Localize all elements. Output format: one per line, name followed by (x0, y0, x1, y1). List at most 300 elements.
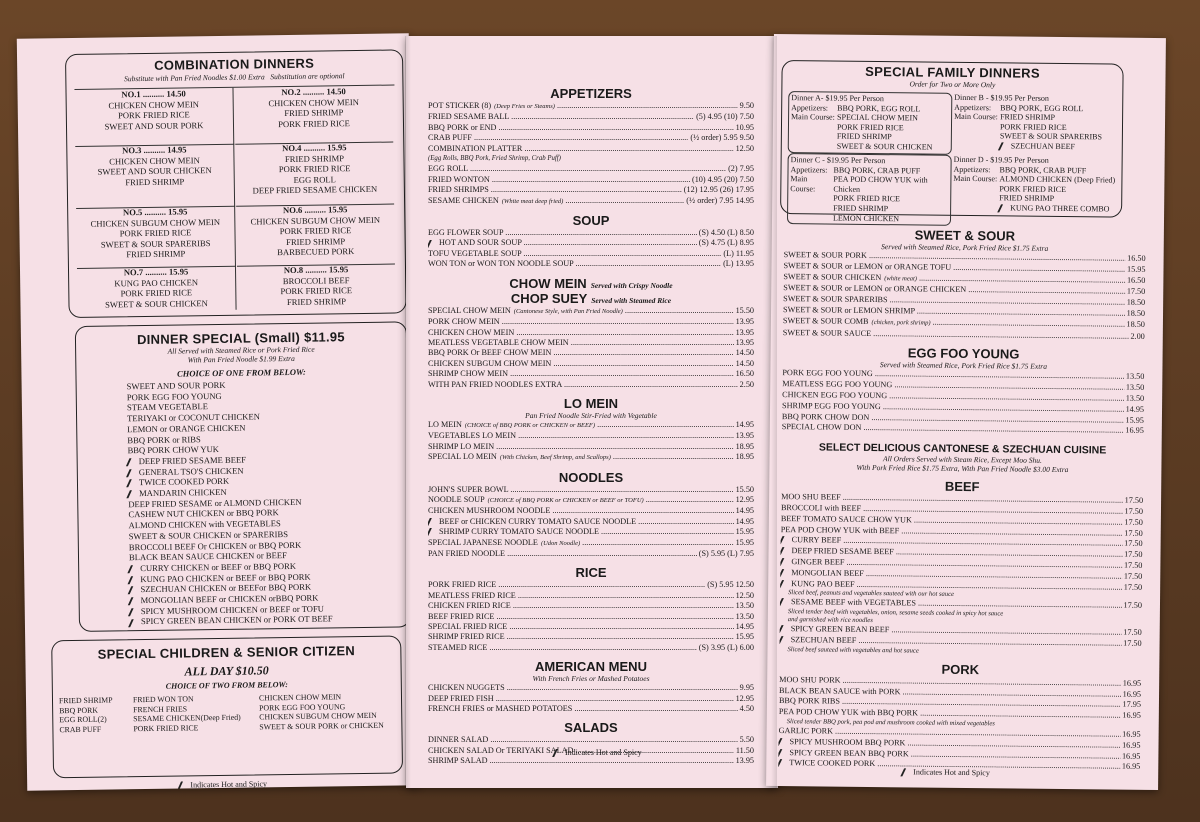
section-sub: Served with Steamed Rice, Pork Fried Rice $1.75 Extra (881, 242, 1049, 253)
chili-icon (127, 565, 140, 573)
main-course-label: Main Course: (954, 112, 998, 122)
menu-item-label: SZECHUAN BEEF (790, 635, 857, 645)
chili-icon (552, 749, 565, 757)
chili-icon (128, 597, 141, 605)
menu-item-label: SHRIMP SALAD (428, 756, 488, 766)
combination-no: NO.6 (282, 204, 303, 216)
dinner-special-choice-label: BLACK BEAN SAUCE CHICKEN or BEEF (128, 550, 287, 563)
menu-item-name (428, 694, 734, 704)
combination-line: PORK FRIED RICE (279, 225, 352, 237)
menu-item-label: DINNER SALAD (428, 735, 489, 745)
section-title: BEEF (944, 478, 980, 495)
dinner-special-choice-label: MONGOLIAN BEEF or CHICKEN orBBQ PORK (140, 592, 319, 606)
menu-row (428, 101, 754, 112)
combination-line: KUNG PAO CHICKEN (114, 276, 199, 289)
combination-line: EGG ROLL (293, 174, 336, 185)
combination-number: NO.8 .......... 15.95 (283, 264, 349, 276)
menu-item-label: BEEF FRIED RICE (428, 611, 495, 621)
menu-item-label: Sliced tender BBQ pork, pea pod and mushroom cooked with mixed vegetables (786, 718, 995, 728)
section-sub: Pan Fried Noodle Stir-Fried with Vegetable (525, 410, 657, 420)
family-main-label: SWEET & SOUR SPARERIBS (999, 131, 1102, 142)
menu-row (428, 306, 754, 317)
combination-line: PORK FRIED RICE (120, 287, 193, 299)
menu-item-price: 12.50 (735, 580, 754, 590)
menu-item-label: MEATLESS EGG FOO YOUNG (782, 379, 893, 390)
combination-price: 15.95 (168, 266, 189, 277)
chili-icon (780, 569, 791, 577)
combination-price: 14.50 (326, 86, 346, 97)
dinner-special-choice-label: CURRY CHICKEN or BEEF or BBQ PORK (140, 560, 297, 574)
menu-row (428, 369, 754, 379)
menu-row (428, 196, 754, 207)
menu-item-label: Sliced beef, peanuts and vegetables sauteed with our hot sauce (788, 589, 955, 599)
menu-item-name (428, 112, 694, 122)
children-choice: FRIED SHRIMP (58, 695, 113, 706)
combination-number: NO.4 .......... 15.95 (282, 142, 347, 154)
menu-item-label: MOO SHU BEEF (781, 492, 841, 502)
section-title (428, 659, 754, 674)
right-panel (766, 34, 1166, 790)
menu-row (428, 601, 754, 611)
left-panel (17, 33, 419, 790)
menu-item-label: DEEP FRIED FISH (428, 693, 494, 703)
menu-row (428, 338, 754, 348)
family-dinner-items (999, 165, 1115, 214)
menu-item-price: 17.50 (1124, 539, 1143, 549)
chili-icon (998, 142, 1011, 150)
menu-item-price: 18.50 (1126, 319, 1145, 329)
combination-line: FRIED SHRIMP (126, 248, 186, 260)
menu-item-name (782, 422, 1124, 436)
menu-item-price: 16.95 (1122, 678, 1142, 688)
family-dinner-body (791, 103, 949, 153)
menu-item-label: HOT AND SOUR SOUP (439, 238, 522, 248)
chili-icon (780, 636, 791, 644)
menu-item-price: 13.50 (1125, 372, 1145, 382)
combination-line: SWEET & SOUR SPARERIBS (100, 237, 211, 250)
menu-item-label: GARLIC PORK (778, 725, 834, 736)
menu-item-label: FRIED SESAME BALL (428, 112, 510, 122)
fold-shadow (771, 36, 777, 788)
section-title (428, 291, 754, 306)
chili-icon (778, 759, 789, 767)
children-choice: CHICKEN SUBGUM CHOW MEIN (259, 711, 377, 722)
combination-line: SWEET AND SOUR PORK (104, 119, 204, 132)
menu-item-name (428, 338, 734, 348)
menu-row (428, 452, 754, 463)
appetizers-label: Appetizers: (790, 164, 828, 175)
menu-item-price: 4.50 (739, 704, 754, 714)
menu-row (428, 420, 754, 431)
dinner-special-title: DINNER SPECIAL (136, 330, 251, 348)
menu-item-label: SHRIMP EGG FOO YOUNG (782, 400, 881, 411)
chili-icon (126, 490, 139, 498)
menu-item-price: 14.95 (735, 622, 754, 632)
menu-item-label: SPECIAL JAPANESE NOODLE (428, 537, 538, 547)
menu-item-price: 9.50 (739, 101, 754, 110)
menu-item-price: 15.95 (1125, 415, 1144, 425)
children-choice: EGG ROLL(2) (59, 714, 107, 725)
menu-item-price: 17.50 (1123, 571, 1143, 581)
section-title (428, 565, 754, 580)
family-main-label: PORK FRIED RICE (833, 193, 900, 204)
children-choice: PORK FRIED RICE (133, 723, 199, 733)
combination-item (74, 88, 234, 147)
family-dinner-d (953, 155, 1118, 214)
main-course-label: Main Course: (790, 174, 816, 194)
children-choice: BBQ PORK (59, 705, 98, 715)
menu-item-price: 17.50 (1124, 517, 1143, 527)
menu-item-price: 2.50 (739, 379, 754, 389)
menu-row (428, 123, 754, 133)
combination-line: BROCCOLI BEEF (282, 274, 350, 286)
menu-item-label: CHICKEN MUSHROOM NOODLE (428, 506, 551, 516)
family-dinner-labels (791, 103, 837, 151)
combination-line: CHICKEN CHOW MEIN (268, 96, 360, 108)
chili-icon (428, 240, 439, 248)
menu-row (428, 442, 754, 452)
menu-item-label: MEATLESS FRIED RICE (428, 590, 516, 600)
menu-item-label: BEEF TOMATO SAUCE CHOW YUK (780, 513, 912, 525)
menu-item-label: MOO SHU PORK (779, 674, 841, 685)
dinner-special-choice-label: TWICE COOKED PORK (138, 476, 230, 488)
menu-item-label: MEATLESS VEGETABLE CHOW MEIN (428, 337, 569, 347)
menu-row (428, 591, 754, 601)
section-title (428, 720, 754, 735)
menu-item-small-price: (12) 12.95 (683, 185, 718, 195)
section-title (428, 213, 754, 228)
menu-item-price: 13.50 (735, 611, 754, 621)
menu-item-label: CHICKEN FRIED RICE (428, 601, 511, 611)
combination-line: FRIED SHRIMP (286, 295, 347, 307)
combination-line: BARBECUED PORK (277, 246, 355, 258)
menu-item-label: PAN FRIED NOODLE (428, 549, 506, 558)
menu-item-label: SWEET & SOUR or LEMON or ORANGE CHICKEN (783, 283, 967, 295)
menu-item-name (428, 123, 734, 133)
family-dinner-a (788, 91, 953, 154)
combination-line: CHICKEN CHOW MEIN (109, 154, 200, 167)
menu-item-name (428, 735, 738, 745)
chili-icon (128, 619, 141, 627)
combination-line: PORK FRIED RICE (117, 109, 190, 121)
menu-row (428, 485, 754, 495)
menu-item-label: and garnished with rice noodles (787, 616, 873, 625)
family-dinner-body (953, 164, 1117, 214)
menu-row (428, 549, 754, 559)
menu-item-label: NOODLE SOUP (428, 494, 485, 504)
appetizers-label: Appetizers: (953, 164, 991, 174)
dinner-special-choice-label: SWEET & SOUR CHICKEN or SPARERIBS (128, 528, 289, 542)
family-main-label: FRIED SHRIMP (999, 193, 1055, 204)
menu-item-price: 16.95 (1122, 689, 1142, 699)
menu-item-price: 17.50 (1124, 528, 1143, 538)
menu-item-price: 16.95 (1122, 740, 1141, 750)
menu-item-label: STEAMED RICE (428, 642, 488, 652)
combination-item (236, 204, 395, 267)
combination-no: NO.5 (122, 207, 143, 218)
menu-item-label: SESAME BEEF with VEGETABLES (790, 597, 917, 608)
menu-item-name (428, 683, 738, 693)
menu-item-label: SPECIAL FRIED RICE (428, 622, 508, 632)
combination-no: NO.1 (121, 89, 141, 100)
combination-price: 14.50 (166, 88, 186, 99)
menu-item-price: (26) 17.95 (719, 185, 754, 195)
menu-item-small-price: (½ order) 7.95 (686, 195, 734, 205)
menu-item-price: 13.95 (735, 327, 754, 337)
menu-item-label: BROCCOLI with BEEF (780, 503, 862, 513)
menu-row (428, 238, 754, 248)
menu-item-name (428, 442, 734, 452)
family-main-label: PORK FRIED RICE (836, 122, 904, 133)
dinner-special-choice-label: PORK EGG FOO YOUNG (126, 390, 222, 402)
menu-item-name (428, 369, 734, 379)
chili-icon (997, 204, 1010, 212)
menu-item-name (428, 538, 734, 549)
chili-icon (780, 558, 791, 566)
children-title: SPECIAL CHILDREN & SENIOR CITIZEN (97, 643, 356, 662)
family-dinner-head: Dinner D - $19.95 Per Person (953, 154, 1049, 165)
family-main-label: SZECHUAN BEEF (1010, 141, 1076, 152)
dinner-special-choices (127, 377, 410, 627)
menu-item-name (428, 101, 738, 112)
combination-no: NO.8 (283, 264, 304, 276)
menu-item-price: 17.50 (1123, 627, 1142, 637)
menu-item-label: BEEF or CHICKEN CURRY TOMATO SAUCE NOODLE (439, 516, 637, 526)
family-dinner-head: Dinner B - $19.95 Per Person (954, 92, 1049, 103)
combination-dinners-box (65, 49, 407, 318)
menu-item-name (428, 317, 734, 327)
menu-row (428, 431, 754, 441)
menu-item-label: PORK CHOW MEIN (428, 317, 500, 327)
section-sub: Served with Steamed Rice, Pork Fried Rice $1.75 Extra (879, 360, 1048, 372)
menu-item-price: 16.95 (1122, 710, 1141, 720)
combination-line: PORK FRIED RICE (119, 227, 192, 239)
menu-item-label: SESAME CHICKEN (428, 195, 499, 205)
chili-icon (780, 580, 791, 588)
menu-item-note: (chicken, pork shrimp) (871, 318, 931, 327)
dinner-special-choice-label: GENERAL TSO'S CHICKEN (138, 465, 244, 477)
menu-item-price: 17.50 (1123, 560, 1143, 570)
middle-menu-sections (428, 80, 754, 767)
children-choices (59, 692, 396, 735)
menu-item-label: BBQ PORK Or BEEF CHOW MEIN (428, 348, 552, 358)
combination-line: FRIED SHRIMP (286, 235, 346, 247)
family-dinner-labels (953, 164, 999, 212)
menu-item-note: (CHOICE of BBQ PORK or CHICKEN or BEEF or TOFU) (487, 496, 644, 504)
menu-item-price: 14.95 (735, 506, 754, 516)
menu-item-name (428, 348, 734, 358)
menu-row (428, 154, 754, 164)
menu-item-price: 9.95 (739, 683, 754, 693)
menu-item-price: 17.50 (1124, 506, 1144, 516)
menu-item-price: 15.50 (735, 305, 754, 315)
section-title-label: APPETIZERS (550, 86, 632, 101)
family-dinner-c (787, 153, 952, 226)
dinner-special-choice-label: MANDARIN CHICKEN (139, 486, 227, 499)
menu-item-name (428, 359, 734, 369)
menu-row (428, 112, 754, 122)
menu-item-label: FRIED WONTON (428, 174, 490, 184)
menu-item-label: SWEET & SOUR SAUCE (782, 327, 872, 338)
menu-row (428, 249, 754, 259)
section-title-label: CHOP SUEY (510, 290, 588, 306)
combination-price: 14.95 (167, 144, 187, 155)
menu-item-label: SPICY GREEN BEAN BBQ PORK (789, 747, 909, 758)
menu-item-label: CHICKEN CHOW MEIN (428, 327, 515, 337)
menu-item-price: 16.50 (1127, 253, 1146, 263)
family-dinner-head: Dinner A- $19.95 Per Person (791, 93, 884, 104)
dinner-special-choice-title: CHOICE OF ONE FROM BELOW: (176, 366, 306, 379)
menu-item-label: SHRIMP LO MEIN (428, 441, 495, 451)
combination-number: NO.6 .......... 15.95 (282, 204, 348, 216)
chili-icon (781, 537, 792, 545)
menu-item-label: SWEET & SOUR PORK (783, 250, 868, 260)
menu-row (428, 380, 754, 390)
middle-panel (406, 36, 778, 788)
menu-item-price: 13.50 (735, 601, 754, 611)
section-title-note: Served with Steamed Rice (591, 295, 672, 305)
menu-item-label: SWEET & SOUR COMB (782, 315, 869, 326)
family-main-item (1000, 141, 1102, 152)
section-sub: All Orders Served with Steam Rice, Except Moo Shu. (883, 454, 1042, 465)
menu-item-label: SPICY MUSHROOM BBQ PORK (789, 736, 906, 748)
children-choice: SESAME CHICKEN(Deep Fried) (133, 712, 241, 724)
menu-item-price: 18.95 (735, 452, 754, 462)
children-choice: FRIED WON TON (132, 694, 194, 705)
menu-item-label: CHICKEN EGG FOO YOUNG (782, 390, 888, 401)
menu-item-label: SPECIAL CHOW DON (781, 422, 862, 433)
dinner-special-price: $11.95 (303, 329, 346, 345)
combination-price: 15.95 (327, 142, 347, 153)
menu-item-name (783, 328, 1129, 342)
right-hot-note: Indicates Hot and Spicy (913, 767, 990, 778)
section-title: EGG FOO YOUNG (907, 345, 1020, 362)
menu-item-note: (Udon Noodle) (540, 539, 581, 547)
menu-row (428, 259, 754, 269)
menu-item-label: SWEET & SOUR or LEMON SHRIMP (783, 305, 915, 316)
menu-row (428, 175, 754, 185)
menu-row (428, 632, 754, 642)
menu-item-label: CRAB PUFF (428, 133, 472, 143)
family-title: SPECIAL FAMILY DINNERS (865, 63, 1040, 81)
combination-number: NO.3 .......... 14.95 (122, 144, 187, 156)
dinner-special-choice-label: SWEET AND SOUR PORK (126, 379, 226, 392)
menu-item-price: 14.95 (735, 195, 754, 205)
menu-item-label: SPECIAL CHOW MEIN (428, 305, 511, 315)
menu-item-name (779, 646, 918, 655)
menu-item-label: PEA POD CHOW YUK with BEEF (780, 524, 900, 535)
menu-item-price: 16.50 (1126, 275, 1146, 285)
chili-icon (126, 469, 139, 477)
menu-item-label: PORK EGG FOO YOUNG (782, 368, 873, 379)
middle-hot-note: Indicates Hot and Spicy (565, 748, 642, 757)
combination-item (75, 144, 235, 209)
menu-item-name (428, 632, 734, 642)
dinner-special-choice-label: SZECHUAN CHICKEN or BEEFor BBQ PORK (140, 582, 312, 595)
menu-item-note: (With Chicken, Beef Shrimp, and Scallops) (499, 454, 611, 462)
menu-item-label: SHRIMP CURRY TOMATO SAUCE NOODLE (439, 527, 599, 537)
menu-row (428, 622, 754, 632)
menu-item-price: 12.50 (735, 590, 754, 600)
dinner-special-choice-label: SPICY GREEN BEAN CHICKEN or PORK OT BEEF (140, 613, 333, 627)
section-sub: With French Fries or Mashed Potatoes (532, 674, 650, 684)
menu-item-name (428, 420, 734, 431)
menu-item-name (428, 756, 734, 766)
family-main-item (837, 142, 933, 153)
menu-item-price: 17.50 (1123, 600, 1143, 611)
menu-item-price: 16.95 (1125, 426, 1144, 436)
chili-icon (428, 518, 439, 526)
menu-item-note: (Cantonese Style, with Pan Fried Noodle) (513, 307, 623, 315)
combination-line: PORK FRIED RICE (278, 163, 351, 175)
menu-item-small-price: (5) 4.95 (696, 112, 722, 122)
dinner-special-sub1: All Served with Steamed Rice or Pork Fried Rice (167, 344, 315, 356)
children-choice: FRENCH FRIES (133, 704, 188, 714)
menu-item-price: 17.50 (1123, 638, 1142, 648)
menu-item-small-price: (S) 5.95 (707, 580, 734, 590)
menu-item-label: VEGETABLES LO MEIN (428, 431, 517, 441)
menu-item-label: SHRIMP CHOW MEIN (428, 369, 509, 379)
menu-item-name (428, 154, 561, 164)
menu-item-price: 14.95 (1125, 404, 1145, 414)
menu-item-label: SHRIMP FRIED RICE (428, 632, 505, 642)
family-dinner-b (954, 93, 1119, 152)
right-menu-sections (778, 220, 1146, 773)
section-title-note: Served with Crispy Noodle (590, 280, 673, 290)
main-course-label: Main Course: (791, 112, 835, 122)
menu-item-price: 17.50 (1124, 495, 1144, 506)
section-title-label: CHOW MEIN (509, 275, 587, 291)
chili-icon (428, 528, 439, 536)
children-col-1 (59, 695, 126, 734)
menu-item-price: 10.95 (735, 122, 754, 132)
menu-row (428, 228, 754, 238)
menu-item-price: (L) 8.95 (727, 238, 754, 248)
menu-item-name (428, 249, 721, 259)
menu-item-price: 13.95 (735, 756, 754, 766)
section-title (428, 276, 754, 291)
appetizers-label: Appetizers: (954, 102, 992, 112)
family-dinner-head: Dinner C - $19.95 Per Person (790, 155, 886, 166)
menu-item-label: LO MEIN (428, 419, 462, 429)
combination-price: 15.95 (168, 206, 188, 217)
menu-item-price: 15.95 (735, 537, 754, 547)
menu-row (428, 735, 754, 745)
menu-item-price: 13.95 (735, 337, 754, 347)
menu-item-label: SWEET & SOUR CHICKEN (783, 271, 882, 282)
combination-no: NO.4 (282, 142, 302, 154)
left-hot-note: Indicates Hot and Spicy (190, 779, 268, 790)
family-sub: Order for Two or More Only (909, 79, 996, 90)
family-main-label: FRIED SHRIMP (1000, 112, 1056, 123)
combination-sub-optional: Substitution are optional (270, 71, 345, 82)
menu-item-small-price: (S) 3.95 (698, 642, 726, 652)
combination-line: CHICKEN SUBGUM CHOW MEIN (250, 214, 381, 227)
section-title-label: RICE (575, 565, 607, 581)
children-choice: CRAB PUFF (59, 724, 102, 735)
menu-item-label: SWEET & SOUR or LEMON or ORANGE TOFU (783, 260, 952, 272)
menu-row (428, 538, 754, 549)
menu-item-name (428, 185, 682, 195)
menu-row (428, 506, 754, 516)
menu-row (428, 348, 754, 358)
main-course-label: Main Course: (953, 174, 998, 184)
menu-row (428, 704, 754, 714)
section-title: SWEET & SOUR (914, 227, 1016, 244)
menu-item-price: 17.50 (1126, 287, 1146, 297)
menu-item-small-price: (½ order) 5.95 (690, 133, 738, 143)
fold-shadow (405, 36, 411, 788)
